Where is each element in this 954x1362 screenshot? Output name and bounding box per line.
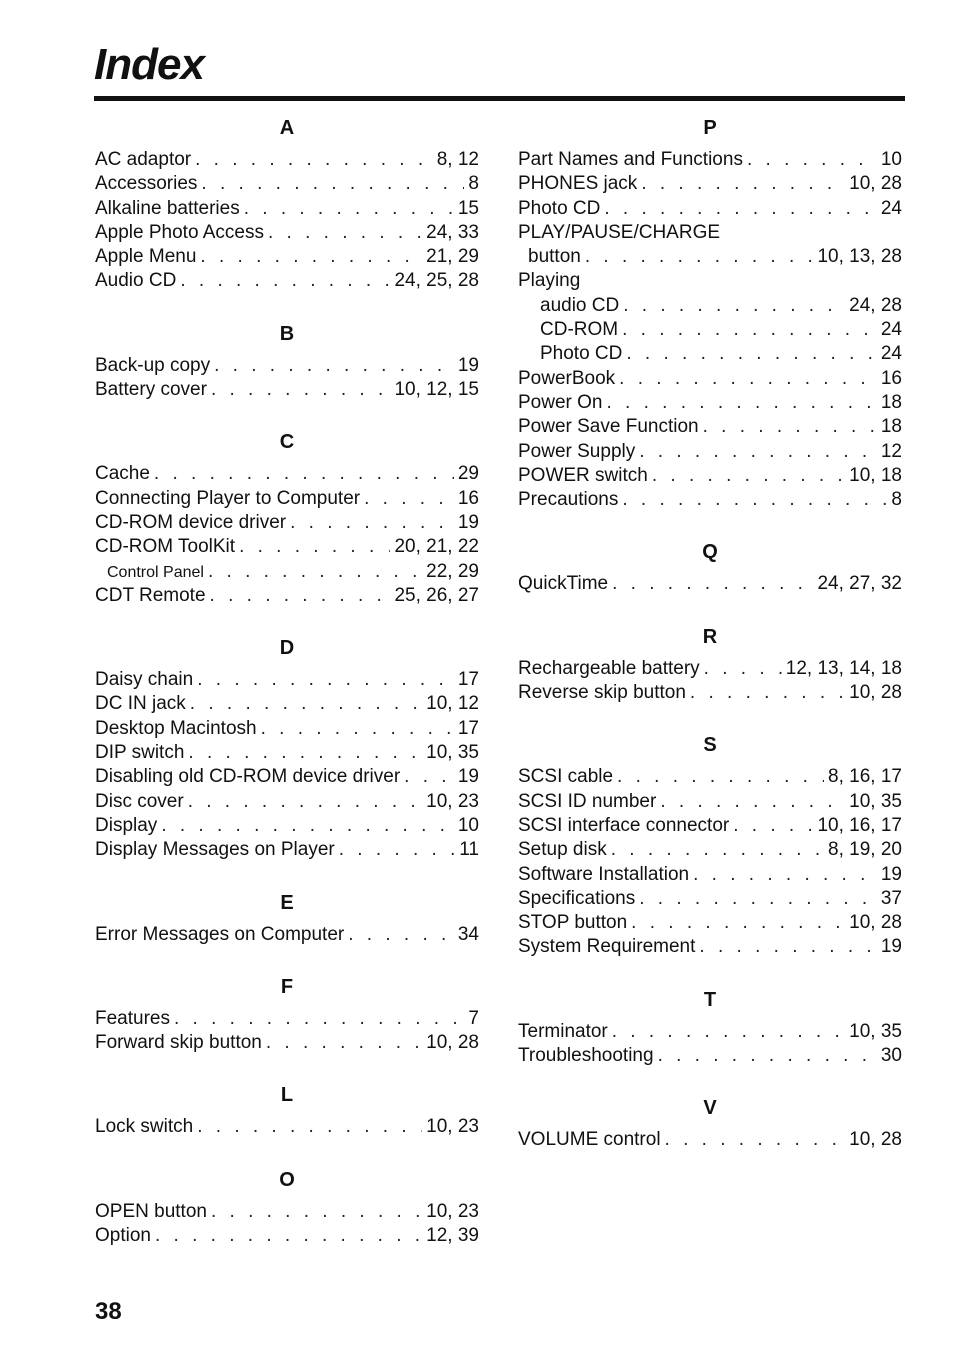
index-entry: VOLUME control . . . 10, 28 [518,1128,902,1152]
index-section-q [518,532,902,596]
index-entry: Setup disk . . . 8, 19, 20 [518,838,902,862]
index-entry: Audio CD . . . 24, 25, 28 [95,269,479,293]
section-letter: F [280,975,294,998]
index-entry: Software Installation . . . 19 [518,863,902,887]
index-entry: Error Messages on Computer . . . 34 [95,923,479,947]
index-entry: SCSI interface connector . . . 10, 16, 17 [518,814,902,838]
index-entry: Part Names and Functions . . . 10 [518,148,902,172]
index-entry: CD-ROM . . . 24 [518,318,902,342]
index-entry: Disc cover . . . 10, 23 [95,790,479,814]
index-section-r [518,617,902,706]
index-entry: DIP switch . . . 10, 35 [95,741,479,765]
index-entry: Apple Photo Access . . . 24, 33 [95,221,479,245]
index-entry: audio CD . . . 24, 28 [518,294,902,318]
index-section-d [95,628,479,862]
index-entry: Playing [518,270,581,292]
index-entry: SCSI cable . . . 8, 16, 17 [518,765,902,789]
index-entry: Power On . . . 18 [518,391,902,415]
index-entry: Alkaline batteries . . . 15 [95,197,479,221]
index-entry: Option . . . 12, 39 [95,1224,479,1248]
index-entry: PowerBook . . . 16 [518,367,902,391]
index-entry: Forward skip button . . . 10, 28 [95,1031,479,1055]
index-section-v [518,1088,902,1152]
index-entry: Display . . . 10 [95,814,479,838]
section-letter: L [280,1084,294,1107]
index-section-l [95,1075,479,1139]
index-entry: Cache . . . 29 [95,462,479,486]
index-section-f [95,967,479,1056]
section-letter: E [280,891,294,914]
index-entry: STOP button . . . 10, 28 [518,911,902,935]
index-entry: Terminator . . . 10, 35 [518,1020,902,1044]
index-section-c [95,422,479,608]
index-entry: Power Supply . . . 12 [518,440,902,464]
index-entry: PHONES jack . . . 10, 28 [518,172,902,196]
index-entry: Connecting Player to Computer . . . 16 [95,487,479,511]
index-section-a [95,108,479,294]
index-entry: QuickTime . . . 24, 27, 32 [518,572,902,596]
index-entry: Daisy chain . . . 17 [95,668,479,692]
index-entry: Troubleshooting . . . 30 [518,1044,902,1068]
index-entry: CD-ROM ToolKit . . . 20, 21, 22 [95,535,479,559]
section-letter: R [702,625,718,648]
section-letter: V [703,1097,717,1120]
index-entry: DC IN jack . . . 10, 12 [95,692,479,716]
title-rule [94,96,905,101]
section-letter: B [279,322,295,345]
index-entry: Control Panel . . . 22, 29 [95,560,479,584]
index-entry: Specifications . . . 37 [518,887,902,911]
index-entry: System Requirement . . . 19 [518,935,902,959]
index-section-o [95,1160,479,1249]
index-entry: Power Save Function . . . 18 [518,415,902,439]
index-entry: Back-up copy . . . 19 [95,354,479,378]
section-letter: T [703,988,717,1011]
section-letter: D [279,637,295,660]
index-entry: OPEN button . . . 10, 23 [95,1200,479,1224]
index-entry: Apple Menu . . . 21, 29 [95,245,479,269]
index-entry: CD-ROM device driver . . . 19 [95,511,479,535]
index-entry: Reverse skip button . . . 10, 28 [518,681,902,705]
section-letter: P [703,117,717,139]
index-entry: Accessories . . . 8 [95,172,479,196]
section-letter: Q [702,541,718,564]
index-entry: Photo CD . . . 24 [518,342,902,366]
section-letter: O [279,1168,295,1191]
page-number: 38 [95,1298,122,1325]
index-entry: Desktop Macintosh . . . 17 [95,717,479,741]
index-column-left [95,108,479,1268]
index-entry: Precautions . . . 8 [518,488,902,512]
index-entry: Display Messages on Player . . . 11 [95,838,479,862]
index-column-right [518,108,902,1173]
index-entry: Disabling old CD-ROM device driver . . . 19 [95,765,479,789]
page-title: Index [94,40,204,89]
index-entry: Photo CD . . . 24 [518,197,902,221]
index-entry: AC adaptor . . . 8, 12 [95,148,479,172]
index-entry: button . . . 10, 13, 28 [518,245,902,269]
index-entry: Rechargeable battery . . . 12, 13, 14, 18 [518,657,902,681]
section-letter: A [279,117,295,139]
index-entry: SCSI ID number . . . 10, 35 [518,790,902,814]
index-section-p [518,108,902,512]
index-section-b [95,314,479,403]
index-section-t [518,980,902,1069]
index-section-e [95,883,479,947]
index-entry: POWER switch . . . 10, 18 [518,464,902,488]
index-entry: Lock switch . . . 10, 23 [95,1115,479,1139]
index-section-s [518,725,902,959]
section-letter: S [703,734,717,757]
index-entry: Features . . . 7 [95,1007,479,1031]
index-entry: CDT Remote . . . 25, 26, 27 [95,584,479,608]
section-letter: C [279,431,295,454]
index-entry: Battery cover . . . 10, 12, 15 [95,378,479,402]
index-entry: PLAY/PAUSE/CHARGE [518,221,721,243]
